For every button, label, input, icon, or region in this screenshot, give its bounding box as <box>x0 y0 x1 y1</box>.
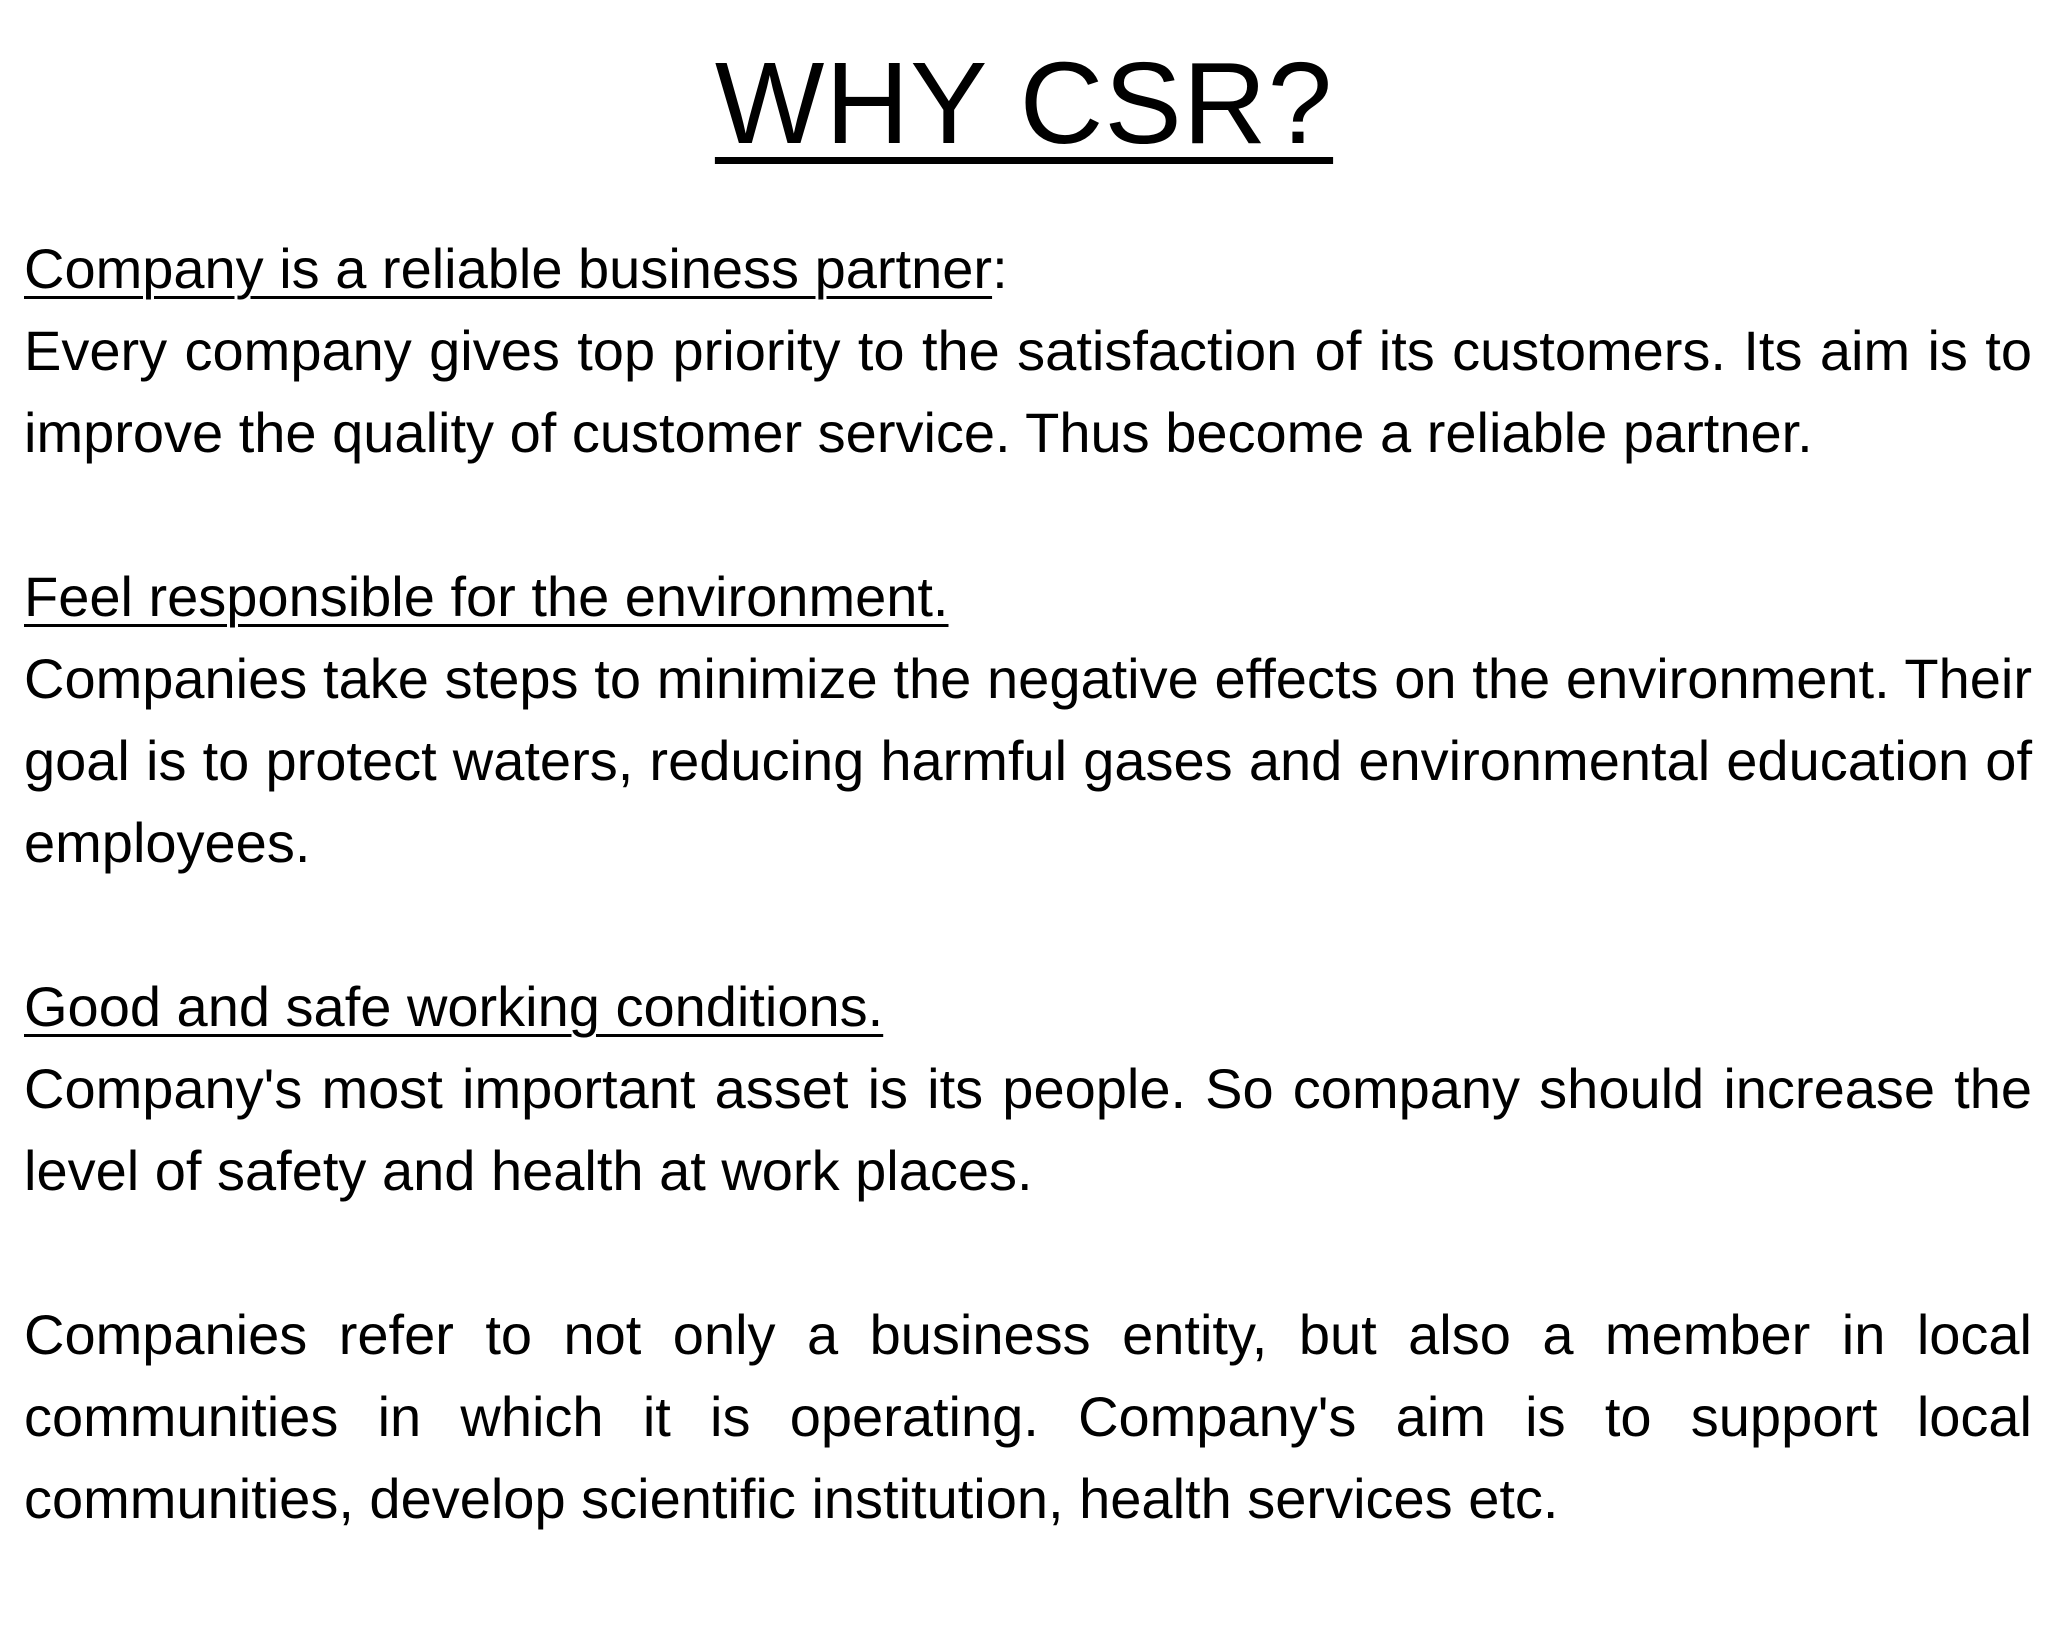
section-body: Every company gives top priority to the satisfaction of its customers. Its aim is to improve the quality of customer service. Thus become a reliable partner. <box>24 319 2032 464</box>
paragraph-spacer <box>24 474 2032 556</box>
section-communities <box>24 1294 2032 1540</box>
section-heading <box>24 966 2032 1048</box>
slide-content <box>24 228 2032 1540</box>
section-heading-text: Company is a reliable business partner <box>24 237 993 300</box>
section-reliable-partner <box>24 228 2032 474</box>
section-heading <box>24 228 2032 310</box>
page-title <box>0 38 2048 168</box>
section-heading-text: Feel responsible for the environment. <box>24 565 949 628</box>
section-body: Companies take steps to minimize the negative effects on the environment. Their goal is to protect waters, reducing harmful gases and environmental education of employees. <box>24 647 2032 874</box>
page-title-text: WHY CSR? <box>714 38 1334 168</box>
paragraph-spacer <box>24 1212 2032 1294</box>
section-environment <box>24 556 2032 884</box>
section-heading <box>24 556 2032 638</box>
section-working-conditions <box>24 966 2032 1212</box>
section-heading-text: Good and safe working conditions. <box>24 975 884 1038</box>
section-heading-suffix: : <box>992 237 1008 300</box>
closing-paragraph: Companies refer to not only a business entity, but also a member in local communities in which it is operating. Company's aim is to support local communities, develop scientific institution, health services etc. <box>24 1303 2032 1530</box>
section-body: Company's most important asset is its people. So company should increase the level of safety and health at work places. <box>24 1057 2032 1202</box>
paragraph-spacer <box>24 884 2032 966</box>
